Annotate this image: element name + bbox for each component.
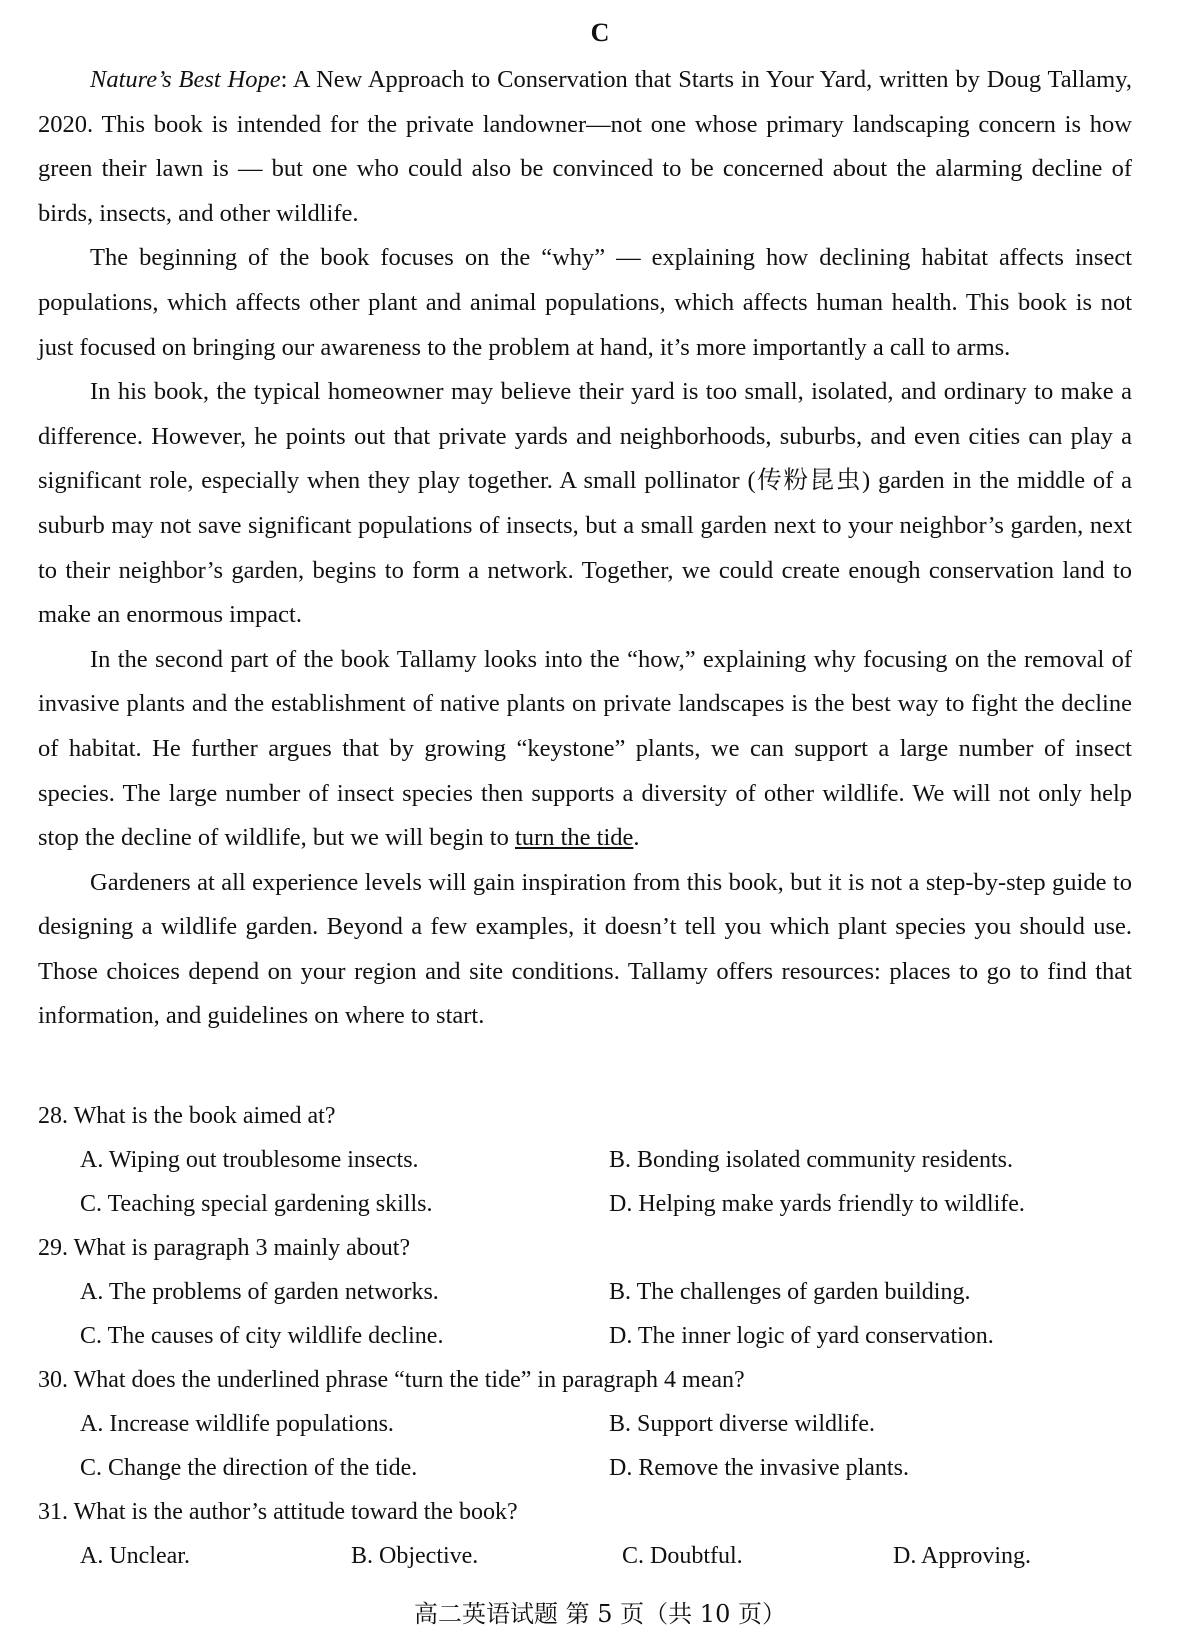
question-list	[38, 1094, 1138, 1578]
paragraph-4-end: .	[633, 824, 640, 852]
reading-passage	[38, 58, 1132, 1039]
question-stem: 29. What is paragraph 3 mainly about?	[38, 1235, 411, 1261]
option-a: A. The problems of garden networks.	[80, 1279, 439, 1305]
option-c: C. The causes of city wildlife decline.	[80, 1323, 444, 1349]
option-d: D. Remove the invasive plants.	[609, 1455, 909, 1481]
options	[38, 1138, 1138, 1226]
options	[38, 1402, 1138, 1490]
option-c: C. Change the direction of the tide.	[80, 1455, 418, 1481]
question-29	[38, 1226, 1138, 1358]
section-letter: C	[590, 18, 610, 47]
option-b: B. Bonding isolated community residents.	[609, 1147, 1013, 1173]
underlined-phrase: turn the tide	[514, 824, 634, 852]
question-stem: 31. What is the author’s attitude toward the book?	[38, 1499, 518, 1525]
option-b: B. Support diverse wildlife.	[609, 1411, 875, 1437]
paragraph-5: Gardeners at all experience levels will gain inspiration from this book, but it is not a step-by-step guide to designing a wildlife garden. Beyond a few examples, it doesn’t tell you which plant species you should use. Those choices depend on your region and site conditions. Tallamy offers resources: places to go to find that information, and guidelines on where to start.	[38, 868, 1132, 1030]
option-a: A. Wiping out troublesome insects.	[80, 1147, 419, 1173]
option-c: C. Doubtful.	[622, 1543, 743, 1569]
options	[38, 1270, 1138, 1358]
paragraph-4-text: In the second part of the book Tallamy looks into the “how,” explaining why focusing on the removal of invasive plants and the establishment of native plants on private landscapes is the best way to fight the decline of habitat. He further argues that by growing “keystone” plants, we can support a large number of insect species. The large number of insect species then supports a diversity of other wildlife. We will not only help stop the decline of wildlife, but we will begin to	[38, 645, 1132, 852]
option-d: D. The inner logic of yard conservation.	[609, 1323, 994, 1349]
option-d: D. Approving.	[893, 1543, 1031, 1569]
paragraph-2: The beginning of the book focuses on the “why” — explaining how declining habitat affects insect populations, which affects other plant and animal populations, which affects human health. This book is not just focused on bringing our awareness to the problem at hand, it’s more importantly a call to arms.	[38, 244, 1132, 361]
question-28	[38, 1094, 1138, 1226]
book-title: Nature’s Best Hope	[90, 66, 281, 93]
option-b: B. The challenges of garden building.	[609, 1279, 971, 1305]
paragraph-1-text: : A New Approach to Conservation that Starts in Your Yard, written by Doug Tallamy, 2020. This book is intended for the private landowner—not one whose primary landscaping concern is how green their lawn is — but one who could also be convinced to be concerned about the alarming decline of birds, insects, and other wildlife.	[38, 66, 1132, 227]
option-d: D. Helping make yards friendly to wildlife.	[609, 1191, 1025, 1217]
page-footer: 高二英语试题 第 5 页（共 10 页）	[414, 1600, 786, 1628]
option-a: A. Unclear.	[80, 1543, 190, 1569]
question-30	[38, 1358, 1138, 1490]
option-b: B. Objective.	[351, 1543, 479, 1569]
paragraph-1	[38, 58, 1132, 236]
paragraph-4	[38, 638, 1132, 861]
option-a: A. Increase wildlife populations.	[80, 1411, 394, 1437]
question-stem: 28. What is the book aimed at?	[38, 1103, 336, 1129]
question-stem: 30. What does the underlined phrase “turn the tide” in paragraph 4 mean?	[38, 1367, 745, 1393]
options	[38, 1534, 1138, 1578]
option-c: C. Teaching special gardening skills.	[80, 1191, 433, 1217]
question-31	[38, 1490, 1138, 1578]
paragraph-3: In his book, the typical homeowner may believe their yard is too small, isolated, and ordinary to make a difference. However, he points out that private yards and neighborhoods, suburbs, and even cities can play a significant role, especially when they play together. A small pollinator (传粉昆虫) garden in the middle of a suburb may not save significant populations of insects, but a small garden next to your neighbor’s garden, next to their neighbor’s garden, begins to form a network. Together, we could create enough conservation land to make an enormous impact.	[38, 378, 1132, 629]
